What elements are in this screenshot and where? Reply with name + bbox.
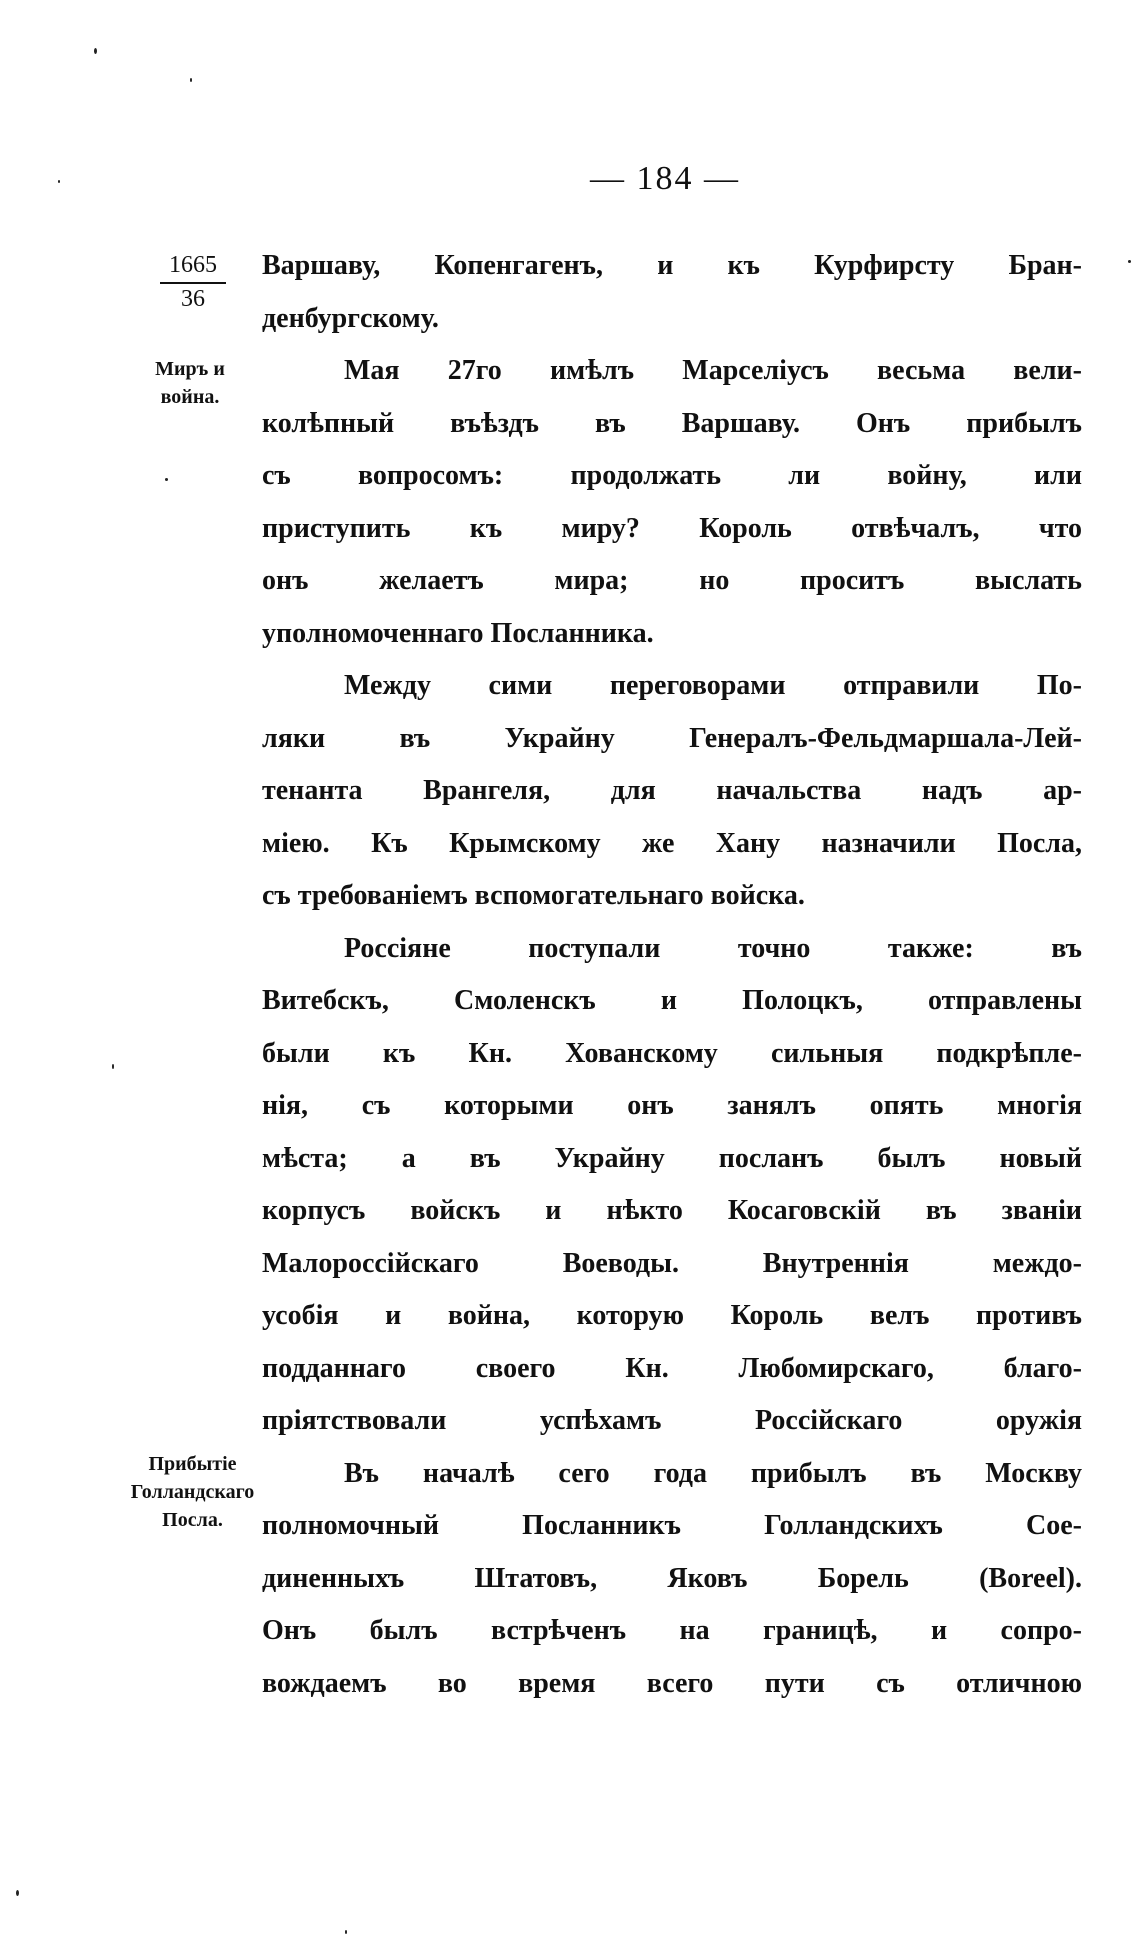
paragraph-line <box>262 398 1082 451</box>
paragraph-line <box>262 1343 1082 1396</box>
text-line: Мая 27го имѣлъ Марселіусъ весьма вели- <box>344 355 1082 386</box>
scan-speck <box>165 478 168 481</box>
text-line: вождаемъ во время всего пути съ отличною <box>262 1667 1082 1699</box>
text-line: Малороссійскаго Воеводы. Внутреннія междо- <box>262 1247 1082 1279</box>
paragraph-line <box>262 1290 1082 1343</box>
text-line: міею. Къ Крымскому же Хану назначили Посла, <box>262 827 1082 859</box>
text-line: съ требованіемъ вспомогательнаго войска. <box>262 880 805 911</box>
paragraph-line <box>262 1553 1082 1606</box>
scan-speck <box>94 48 97 54</box>
text-line: пріятствовали успѣхамъ Россійскаго оружія <box>262 1405 1082 1436</box>
text-line: усобія и война, которую Король велъ противъ <box>262 1300 1082 1331</box>
paragraph-line <box>262 713 1082 766</box>
scan-speck <box>345 1930 347 1934</box>
text-line: полномочный Посланникъ Голландскихъ Соe- <box>262 1510 1082 1541</box>
text-line: съ вопросомъ: продолжать ли войну, или <box>262 460 1082 491</box>
scan-speck <box>16 1890 19 1896</box>
paragraph-line <box>262 1395 1082 1448</box>
text-line: Онъ былъ встрѣченъ на границѣ, и сопро- <box>262 1615 1082 1646</box>
scan-speck <box>1128 260 1131 263</box>
paragraph-line <box>262 1028 1082 1081</box>
paragraph-line <box>262 1133 1082 1186</box>
paragraph-line <box>262 450 1082 503</box>
paragraph-line <box>262 765 1082 818</box>
paragraph-line <box>262 555 1082 608</box>
paragraph-line <box>262 1185 1082 1238</box>
text-line: подданнаго своего Кн. Любомирскаго, благо- <box>262 1352 1082 1384</box>
paragraph-line <box>262 503 1082 556</box>
text-line: онъ желаетъ мира; но проситъ выслать <box>262 565 1082 596</box>
scan-speck <box>58 180 60 183</box>
text-line: были къ Кн. Хованскому сильныя подкрѣпле- <box>262 1037 1082 1069</box>
scan-speck <box>190 78 192 82</box>
text-line: диненныхъ Штатовъ, Яковъ Борель (Boreel). <box>262 1562 1082 1594</box>
paragraph-line <box>262 1658 1082 1711</box>
paragraph-line <box>262 1605 1082 1658</box>
text-line: мѣста; а въ Украйну посланъ былъ новый <box>262 1142 1082 1174</box>
text-line: Россіяне поступали точно также: въ <box>344 932 1082 964</box>
margin-year-bottom: 36 <box>181 286 205 312</box>
paragraph <box>262 240 1082 293</box>
scan-speck <box>112 1064 114 1069</box>
text-line: ляки въ Украйну Генералъ-Фельдмаршала-Лей- <box>262 722 1082 754</box>
margin-note-peace-war: Миръ и война. <box>155 358 225 408</box>
text-line: нія, съ которыми онъ занялъ опять многія <box>262 1090 1082 1121</box>
text-line: Въ началѣ сего года прибылъ въ Москву <box>344 1457 1082 1489</box>
text-line: колѣпный въѣздъ въ Варшаву. Онъ прибылъ <box>262 407 1082 439</box>
paragraph-line <box>262 608 1082 661</box>
paragraph-line <box>262 345 1082 398</box>
paragraph-line <box>262 818 1082 871</box>
margin-year-note <box>160 250 226 314</box>
text-line: Витебскъ, Смоленскъ и Полоцкъ, отправлены <box>262 985 1082 1016</box>
text-line: Между сими переговорами отправили По- <box>344 670 1082 701</box>
page-number: — 184 — <box>590 160 740 197</box>
text-line: уполномоченнаго Посланника. <box>262 617 654 649</box>
paragraph-line <box>262 975 1082 1028</box>
paragraph-line <box>262 660 1082 713</box>
paragraph-line <box>262 1080 1082 1133</box>
margin-year-top: 1665 <box>160 250 226 284</box>
margin-note-dutch-embassy: Прибытіе Голландскаго Посла. <box>130 1453 255 1531</box>
paragraph-line <box>262 923 1082 976</box>
paragraph-line <box>262 1500 1082 1553</box>
text-line: денбургскому. <box>262 302 439 334</box>
text-line: тенанта Врангеля, для начальства надъ ар- <box>262 775 1082 806</box>
body-text <box>262 240 1082 1710</box>
paragraph-line <box>262 293 1082 346</box>
text-line: корпусъ войскъ и нѣкто Косаговскій въ званіи <box>262 1195 1082 1226</box>
paragraph-line <box>262 1238 1082 1291</box>
text-line: приступить къ миру? Король отвѣчалъ, что <box>262 512 1082 544</box>
paragraph-line <box>262 1448 1082 1501</box>
paragraph-line <box>262 870 1082 923</box>
text-line: Варшаву, Копенгагенъ, и къ Курфирсту Бран- <box>262 250 1082 281</box>
